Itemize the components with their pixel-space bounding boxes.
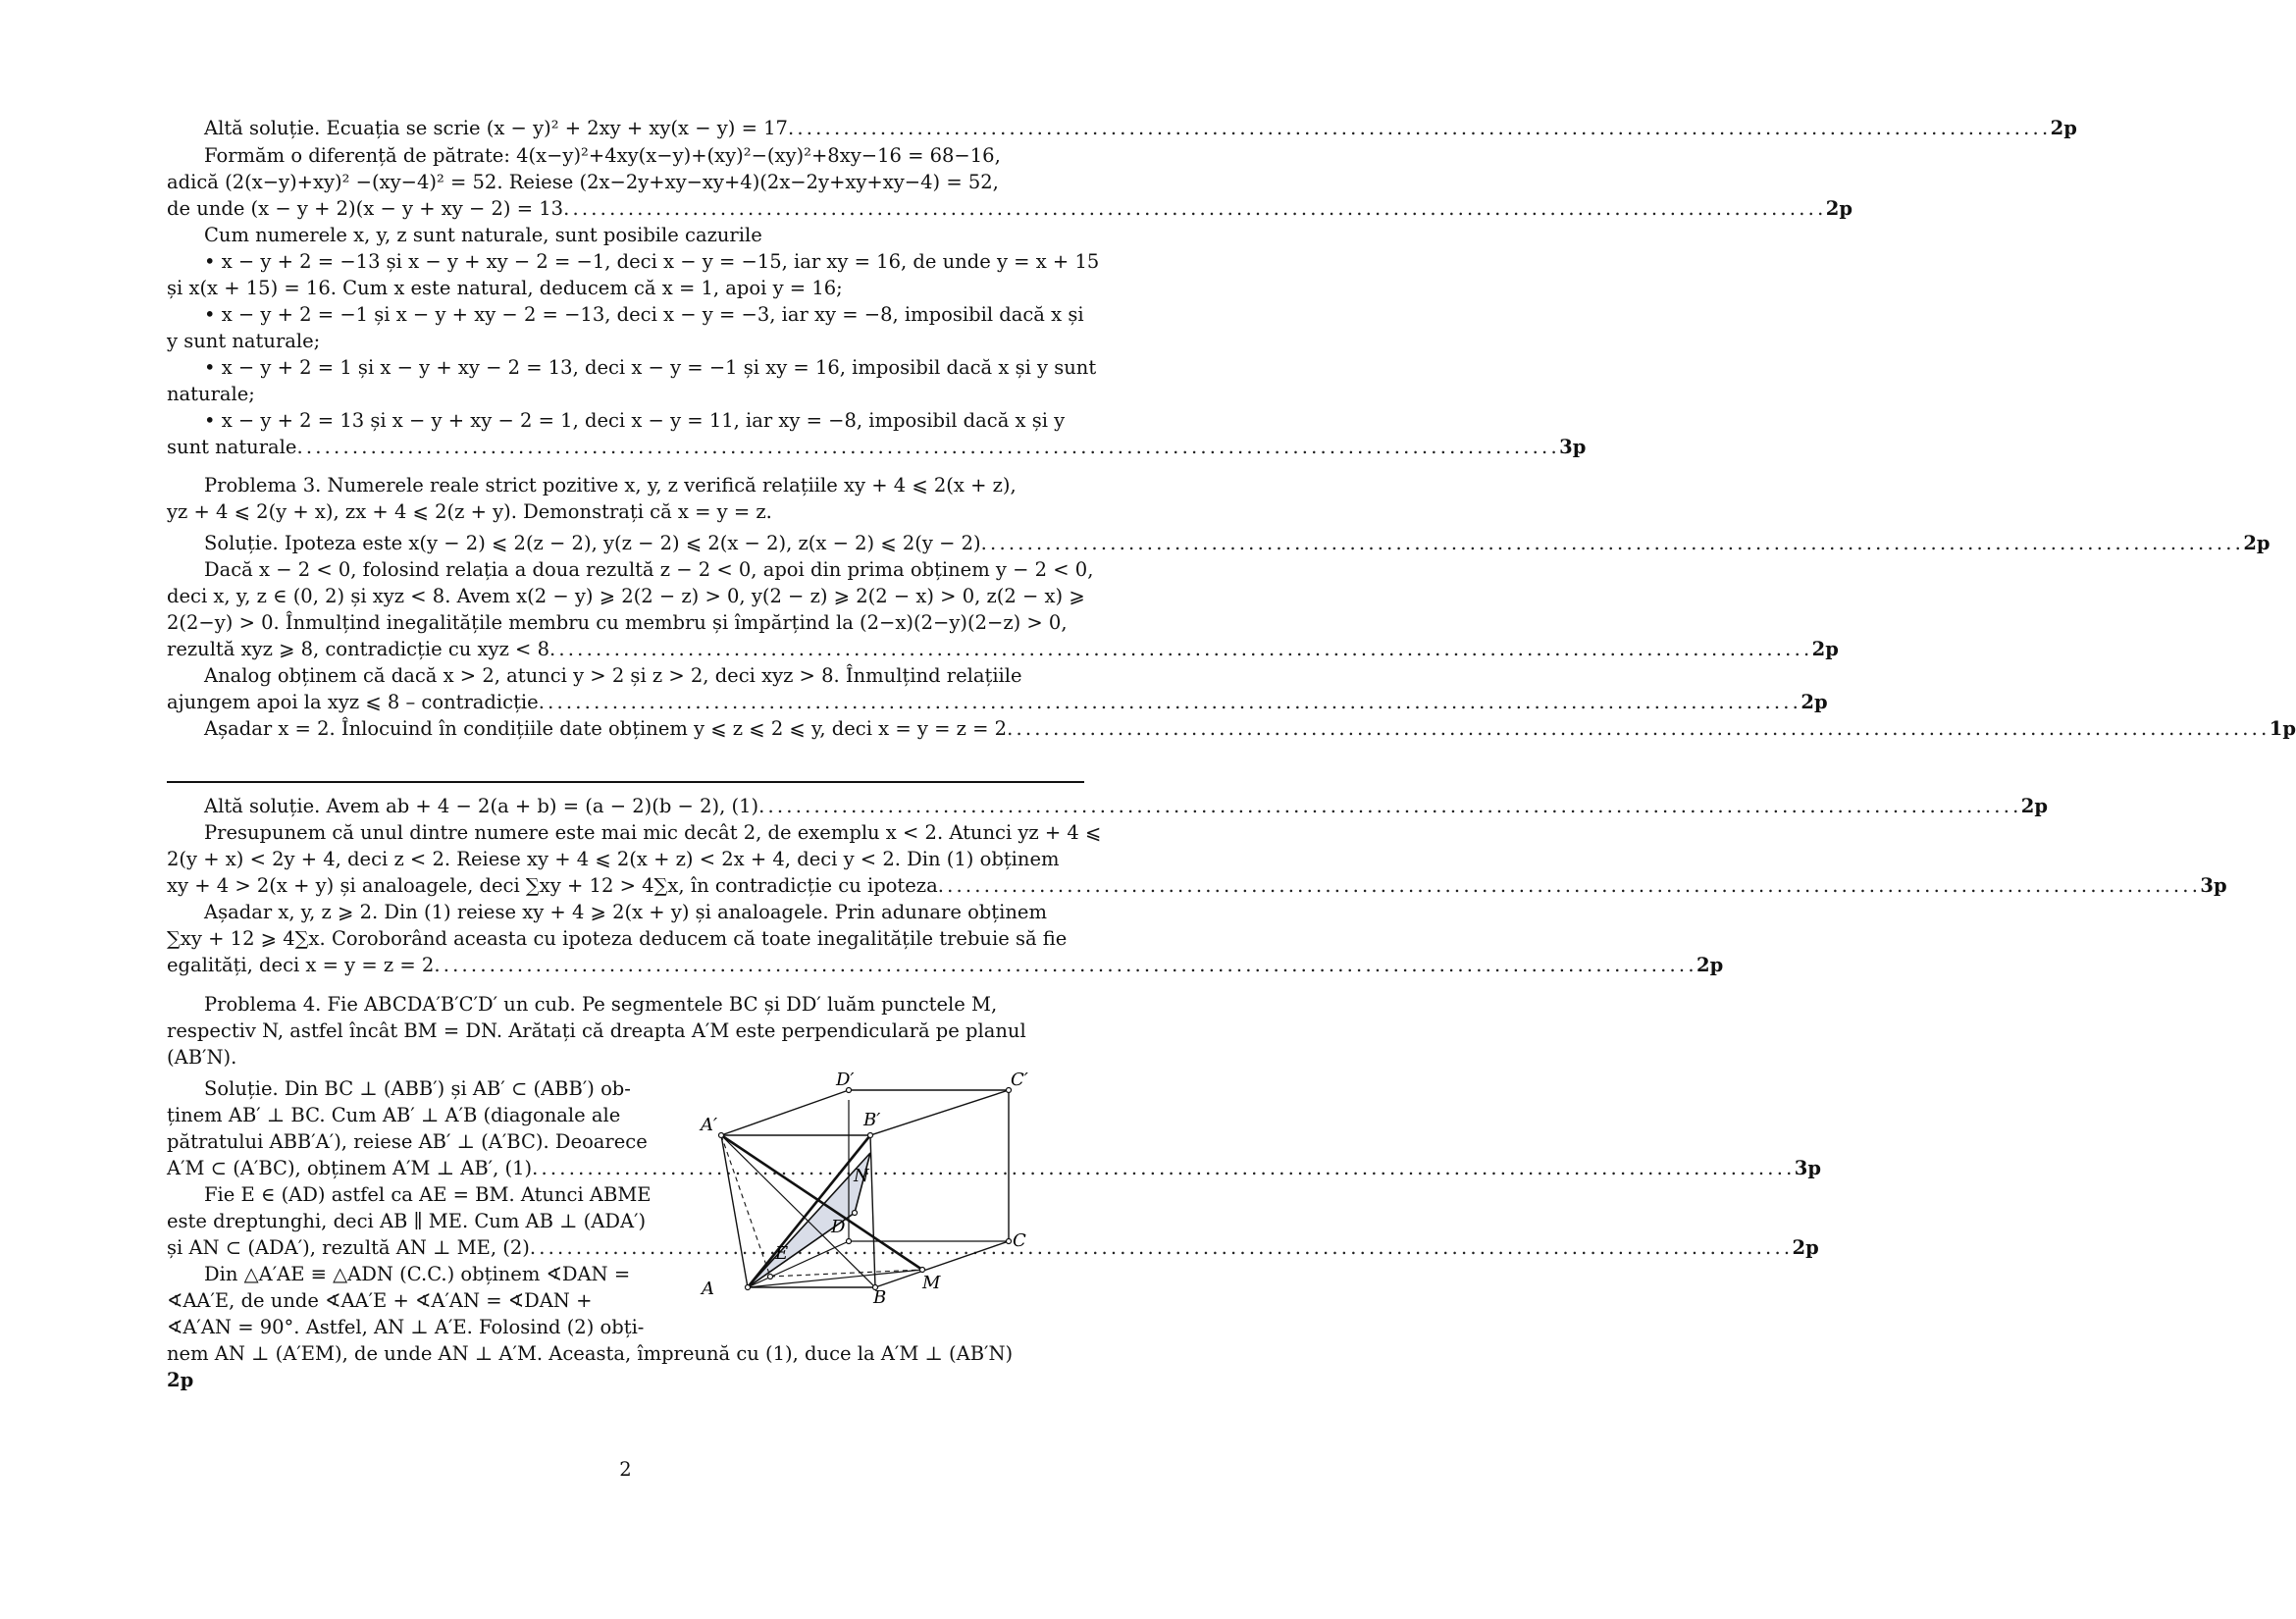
label-aprime: A′ (701, 1115, 718, 1135)
p3-solution-line-3: deci x, y, z ∈ (0, 2) și xyz < 8. Avem x(2 − y) ⩾ 2(2 − z) > 0, y(2 − z) ⩾ 2(2 − x) > 0, z(2 − x) ⩾ (167, 585, 1085, 607)
label-dprime: D′ (836, 1070, 855, 1090)
section-divider (167, 781, 1084, 783)
p2alt-line-10: • x − y + 2 = 1 și x − y + xy − 2 = 13, deci x − y = −1 și xy = 16, imposibil dacă x și y sunt (204, 356, 1097, 379)
p2alt-line-6: • x − y + 2 = −13 și x − y + xy − 2 = −1, deci x − y = −15, iar xy = 16, de unde y = x + 15 (204, 250, 1100, 273)
point-a (746, 1285, 751, 1290)
edge-b-c (875, 1241, 1009, 1287)
p4-solution-line-10: ∢A′AN = 90°. Astfel, AN ⊥ A′E. Folosind (2) obți- (167, 1316, 645, 1338)
p4-solution-line-8: Din △A′AE ≡ △ADN (C.C.) obținem ∢DAN = (204, 1263, 631, 1285)
point-c (1007, 1239, 1012, 1244)
label-d: D (831, 1217, 846, 1237)
label-c: C (1013, 1230, 1026, 1251)
label-e: E (775, 1243, 789, 1264)
p3alt-line-7: egalități, deci x = y = z = 2 . . . 2p (167, 952, 1084, 979)
p2alt-line-12: • x − y + 2 = 13 și x − y + xy − 2 = 1, deci x − y = 11, iar xy = −8, imposibil dacă x și y (204, 409, 1066, 432)
label-cprime: C′ (1011, 1070, 1028, 1090)
segment-a-m (748, 1270, 922, 1287)
segment-aprime-e (721, 1135, 770, 1277)
point-d (847, 1239, 852, 1244)
p2alt-line-2: Formăm o diferență de pătrate: 4(x−y)²+4xy(x−y)+(xy)²−(xy)²+8xy−16 = 68−16, (204, 144, 1001, 167)
point-e (768, 1275, 773, 1280)
p4-solution-line-4: A′M ⊂ (A′BC), obținem A′M ⊥ AB′, (1) . . . 3p (167, 1155, 677, 1182)
label-b: B (873, 1287, 887, 1308)
p3alt-line-5: Așadar x, y, z ⩾ 2. Din (1) reiese xy + 4 ⩾ 2(x + y) și analoagele. Prin adunare obținem (204, 901, 1047, 923)
p3alt-line-2: Presupunem că unul dintre numere este mai mic decât 2, de exemplu x < 2. Atunci yz + 4 ⩽ (204, 821, 1102, 844)
p4-solution-line-11: nem AN ⊥ (A′EM), de unde AN ⊥ A′M. Aceasta, împreună cu (1), duce la A′M ⊥ (AB′N) (167, 1342, 1014, 1365)
p2alt-line-5: Cum numerele x, y, z sunt naturale, sunt posibile cazurile (204, 224, 762, 246)
p2alt-line-13: sunt naturale . . . 3p (167, 434, 1084, 461)
p3-solution-line-7: ajungem apoi la xyz ⩽ 8 – contradicție . . . 2p (167, 689, 1084, 716)
p2alt-line-7: și x(x + 15) = 16. Cum x este natural, deducem că x = 1, apoi y = 16; (167, 277, 843, 299)
page-number: 2 (619, 1458, 632, 1481)
segment-e-m (770, 1270, 922, 1277)
p4-solution-line-2: ținem AB′ ⊥ BC. Cum AB′ ⊥ A′B (diagonale ale (167, 1104, 621, 1126)
label-m: M (922, 1273, 941, 1293)
p4-solution-line-5: Fie E ∈ (AD) astfel ca AE = BM. Atunci ABME (204, 1183, 652, 1206)
p3alt-line-4: xy + 4 > 2(x + y) și analoagele, deci ∑xy + 12 > 4∑x, în contradicție cu ipoteza . . . 3p (167, 872, 1084, 900)
p3-solution-line-2: Dacă x − 2 < 0, folosind relația a doua rezultă z − 2 < 0, apoi din prima obținem y − 2 < 0, (204, 558, 1094, 581)
p4-solution-line-6: este dreptunghi, deci AB ∥ ME. Cum AB ⊥ (ADA′) (167, 1210, 647, 1232)
edge-aprime-dprime (721, 1090, 849, 1135)
cube-figure (701, 1068, 1079, 1323)
p3-statement-line-1: Problema 3. Numerele reale strict pozitive x, y, z verifică relațiile xy + 4 ⩽ 2(x + z), (204, 474, 1017, 496)
p3-solution-line-4: 2(2−y) > 0. Înmulțind inegalitățile membru cu membru și împărțind la (2−x)(2−y)(2−z) > 0, (167, 611, 1068, 634)
p4-solution-line-7: și AN ⊂ (ADA′), rezultă AN ⊥ ME, (2) . . . 2p (167, 1234, 677, 1262)
edge-bprime-cprime (870, 1090, 1009, 1135)
point-bprime (868, 1133, 873, 1138)
label-n: N (854, 1166, 869, 1186)
p4-statement-line-1: Problema 4. Fie ABCDA′B′C′D′ un cub. Pe segmentele BC și DD′ luăm punctele M, (204, 993, 998, 1016)
label-a: A (702, 1279, 714, 1299)
p2alt-line-9: y sunt naturale; (167, 330, 321, 352)
triangle-ab-n-shade (748, 1153, 870, 1287)
point-aprime (719, 1133, 724, 1138)
p3alt-line-1: Altă soluție. Avem ab + 4 − 2(a + b) = (a − 2)(b − 2), (1) . . . 2p (167, 793, 1084, 820)
p3-solution-line-6: Analog obținem că dacă x > 2, atunci y > 2 și z > 2, deci xyz > 8. Înmulțind relațiile (204, 664, 1022, 687)
p3alt-line-6: ∑xy + 12 ⩾ 4∑x. Coroborând aceasta cu ipoteza deducem că toate inegalitățile trebuie să fie (167, 927, 1068, 950)
p2alt-line-1: Altă soluție. Ecuația se scrie (x − y)² + 2xy + xy(x − y) = 17 . . . 2p (167, 115, 1084, 142)
edge-b-bprime (870, 1135, 875, 1287)
p4-solution-line-9: ∢AA′E, de unde ∢AA′E + ∢A′AN = ∢DAN + (167, 1289, 593, 1312)
p4-statement-line-3: (AB′N). (167, 1046, 237, 1069)
p3-solution-line-1: Soluție. Ipoteza este x(y − 2) ⩽ 2(z − 2), y(z − 2) ⩽ 2(x − 2), z(x − 2) ⩽ 2(y − 2) . . . 2p (167, 530, 1084, 557)
p2alt-line-3: adică (2(x−y)+xy)² −(xy−4)² = 52. Reiese (2x−2y+xy−xy+4)(2x−2y+xy+xy−4) = 52, (167, 171, 999, 193)
segment-aprime-m (721, 1135, 922, 1270)
p3-solution-line-5: rezultă xyz ⩾ 8, contradicție cu xyz < 8 . . . 2p (167, 636, 1084, 663)
p2alt-line-11: naturale; (167, 383, 255, 405)
p3-solution-line-8: Așadar x = 2. Înlocuind în condițiile date obținem y ⩽ z ⩽ 2 ⩽ y, deci x = y = z = 2 . . . 1p (167, 715, 1084, 743)
p3alt-line-3: 2(y + x) < 2y + 4, deci z < 2. Reiese xy + 4 ⩽ 2(x + z) < 2x + 4, deci y < 2. Din (1) obținem (167, 848, 1060, 870)
p3-statement-line-2: yz + 4 ⩽ 2(y + x), zx + 4 ⩽ 2(z + y). Demonstrați că x = y = z. (167, 500, 772, 523)
point-n (853, 1211, 858, 1216)
p4-statement-line-2: respectiv N, astfel încât BM = DN. Arătați că dreapta A′M este perpendiculară pe planul (167, 1019, 1026, 1042)
p4-solution-line-3: pătratului ABB′A′), reiese AB′ ⊥ (A′BC). Deoarece (167, 1130, 648, 1153)
p4-solution-points: 2p (167, 1369, 194, 1391)
p2alt-line-4: de unde (x − y + 2)(x − y + xy − 2) = 13 . . . 2p (167, 195, 1084, 223)
point-m (920, 1268, 925, 1273)
p4-solution-line-1: Soluție. Din BC ⊥ (ABB′) și AB′ ⊂ (ABB′) ob- (204, 1077, 631, 1100)
label-bprime: B′ (863, 1110, 881, 1130)
p2alt-line-8: • x − y + 2 = −1 și x − y + xy − 2 = −13, deci x − y = −3, iar xy = −8, imposibil dacă x și (204, 303, 1084, 326)
